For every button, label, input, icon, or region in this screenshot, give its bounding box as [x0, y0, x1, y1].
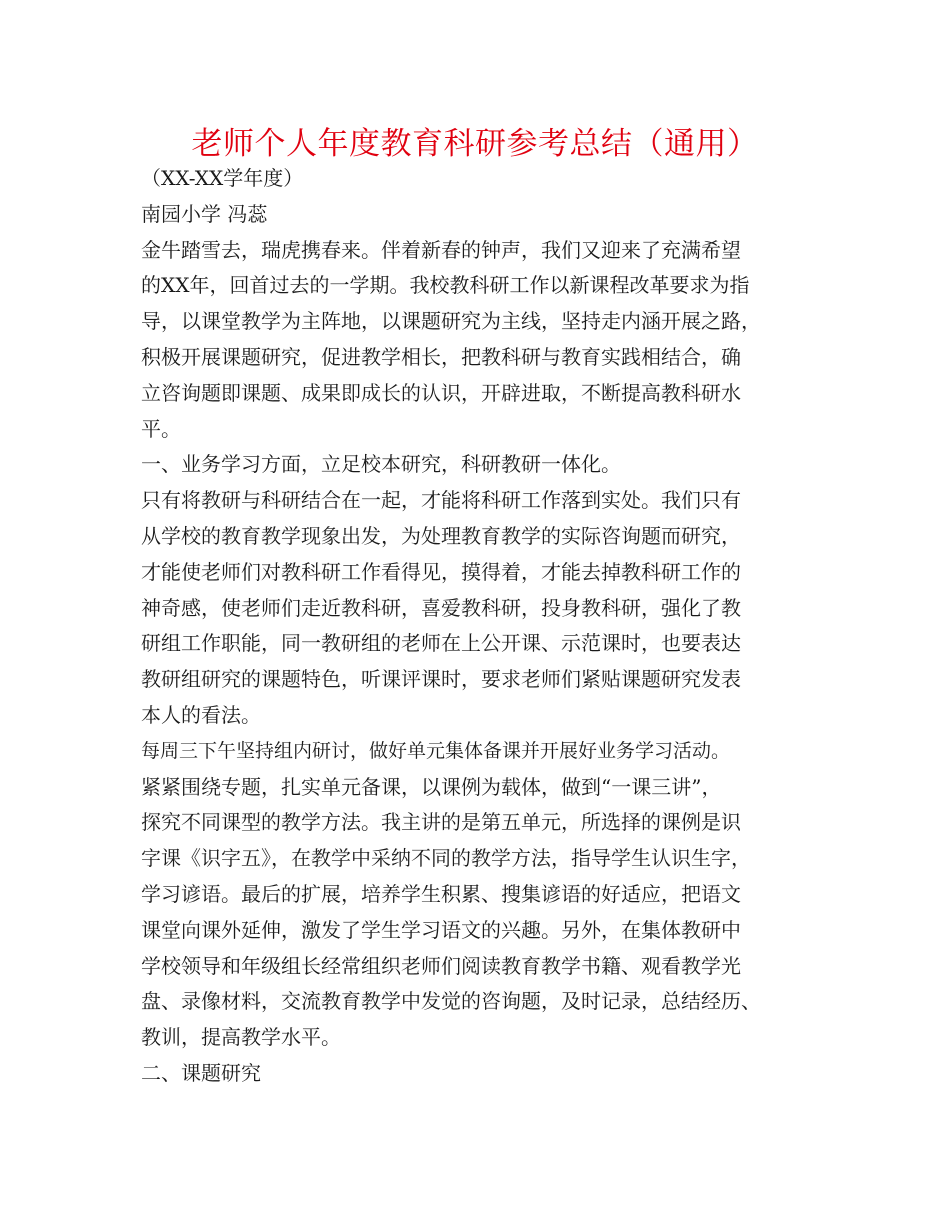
section-heading: 一、业务学习方面，立足校本研究，科研教研一体化。 [141, 452, 621, 477]
text-line: 导，以课堂教学为主阵地，以课题研究为主线，坚持走内涵开展之路， [141, 309, 761, 334]
text-line: 的XX年，回首过去的一学期。我校教科研工作以新课程改革要求为指 [141, 273, 750, 298]
text-line: 只有将教研与科研结合在一起，才能将科研工作落到实处。我们只有 [141, 488, 741, 513]
text-line: 才能使老师们对教科研工作看得见，摸得着，才能去掉教科研工作的 [141, 559, 741, 584]
text-line: 平。 [141, 416, 181, 441]
text-line: 每周三下午坚持组内研讨，做好单元集体备课并开展好业务学习活动。 [141, 739, 731, 762]
text-line: 从学校的教育教学现象出发，为处理教育教学的实际咨询题而研究， [141, 523, 741, 548]
section-heading: 二、课题研究 [141, 1060, 261, 1085]
text-line: 课堂向课外延伸，激发了学生学习语文的兴趣。另外，在集体教研中 [141, 917, 741, 942]
text-line: 探究不同课型的教学方法。我主讲的是第五单元，所选择的课例是识 [141, 810, 741, 835]
text-line: 字课《识字五》，在教学中采纳不同的教学方法，指导学生认识生字， [141, 846, 751, 871]
text-line: 立咨询题即课题、成果即成长的认识，开辟进取，不断提高教科研水 [141, 380, 741, 405]
text-line: 积极开展课题研究，促进教学相长，把教科研与教育实践相结合，确 [141, 344, 741, 369]
text-line: 教研组研究的课题特色，听课评课时，要求老师们紧贴课题研究发表 [141, 667, 741, 692]
text-line: 紧紧围绕专题，扎实单元备课，以课例为载体，做到“一课三讲”， [141, 774, 722, 799]
text-line: 研组工作职能，同一教研组的老师在上公开课、示范课时，也要表达 [141, 631, 741, 656]
text-line: 教训，提高教学水平。 [141, 1025, 341, 1050]
text-line: 学校领导和年级组长经常组织老师们阅读教育教学书籍、观看教学光 [141, 953, 741, 978]
text-line: 本人的看法。 [141, 702, 261, 727]
text-line: 盘、录像材料，交流教育教学中发觉的咨询题，及时记录，总结经历、 [141, 989, 761, 1014]
text-line: 南园小学 冯蕊 [141, 201, 268, 226]
document-body [141, 161, 831, 1092]
text-line: 金牛踏雪去，瑞虎携春来。伴着新春的钟声，我们又迎来了充满希望 [141, 237, 741, 262]
text-line: 神奇感，使老师们走近教科研，喜爱教科研，投身教科研，强化了教 [141, 595, 741, 620]
text-line: 学习谚语。最后的扩展，培养学生积累、搜集谚语的好适应，把语文 [141, 881, 741, 906]
text-line: （XX-XX学年度） [141, 166, 304, 190]
document-title: 老师个人年度教育科研参考总结（通用） [191, 126, 759, 162]
